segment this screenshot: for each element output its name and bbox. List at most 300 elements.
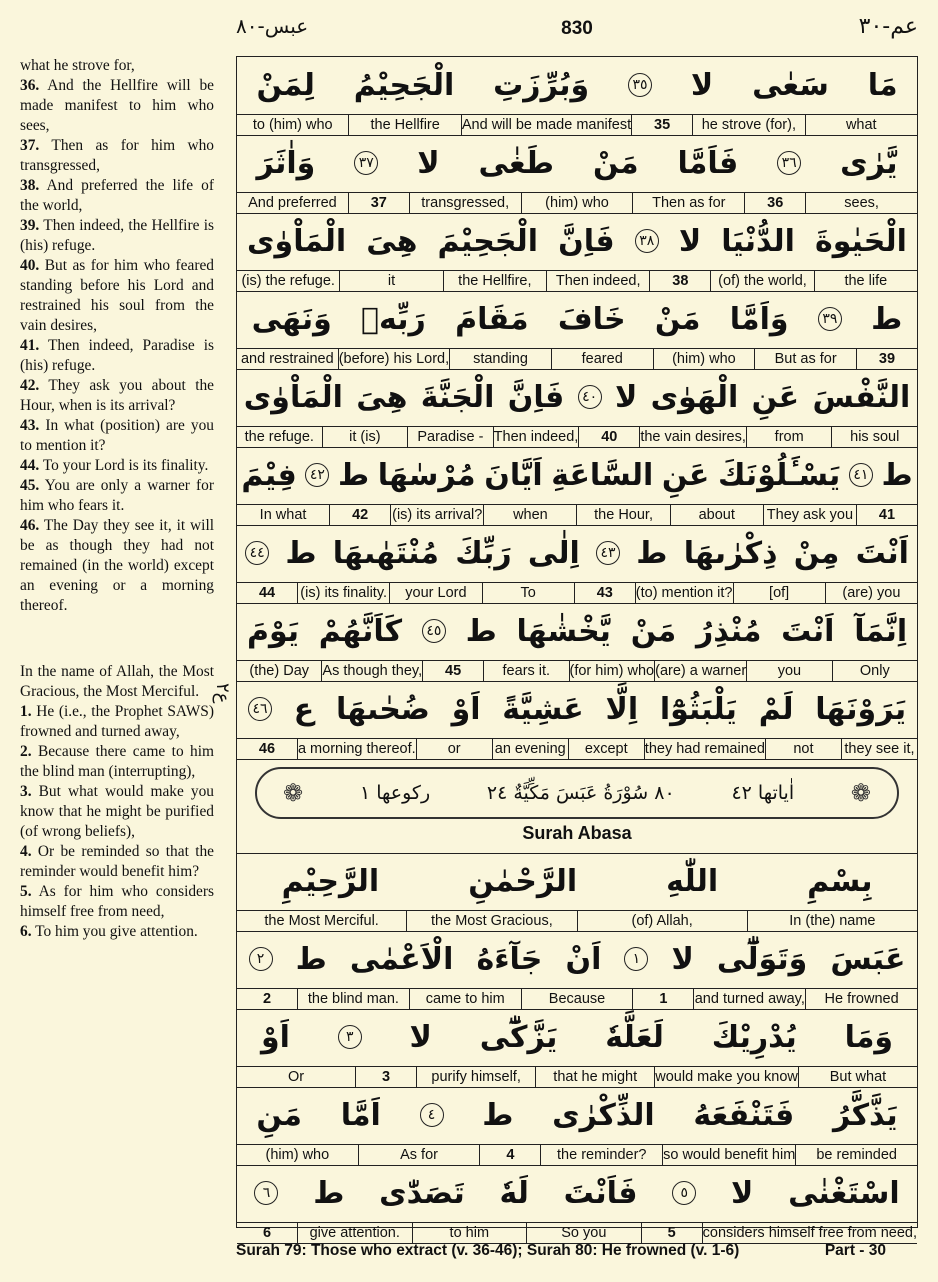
verse-number: 1. [20,703,32,720]
gloss-cell: your Lord [389,583,481,603]
gloss-cell: the life [814,271,917,291]
verse-text: In the name of Allah, the Most Gracious, the Most Merciful. [20,663,214,700]
arabic-word: وَاٰثَرَ [256,145,316,181]
arabic-word: فَاَمَّا [677,145,739,181]
translation-verse [20,136,214,176]
arabic-line [237,213,917,269]
arabic-word: مِنْ [793,535,840,571]
english-gloss-line [237,114,917,135]
arabic-word: مُنْذِرُ [696,613,762,649]
arabic-word: الْحَيٰوةَ [815,223,907,259]
arabic-word: يَزَّكّٰٓى [479,1019,558,1055]
arabic-word: فَاِنَّ [507,379,565,415]
rukuh-mark: ع٢ [212,683,233,704]
ornament-icon: ❁ [283,779,304,807]
verse-text: Because there came to him the blind man (interrupting), [20,743,214,780]
arabic-line [237,447,917,503]
english-gloss-line [237,582,917,603]
gloss-cell: And will be made manifest [461,117,632,133]
english-gloss-line [237,1222,917,1243]
arabic-word: الرَّحْمٰنِ [468,863,578,899]
verse-row [237,57,917,136]
gloss-cell: Then indeed, [493,429,579,445]
gloss-cell: Paradise - [407,427,493,447]
verse-row [237,447,917,526]
translation-verse [20,216,214,256]
gloss-cell: an evening [492,739,568,759]
gloss-cell: But what [798,1067,917,1087]
verse-number-cell: 4 [479,1145,540,1165]
arabic-word: وَتَوَلّٰٓى [716,941,808,977]
gloss-cell: (of) the world, [710,271,813,291]
arabic-word: يُدْرِيْكَ [711,1019,797,1055]
verse-text: As for him who considers himself free from need, [20,883,214,920]
verse-row [237,1009,917,1088]
gloss-cell: fears it. [483,661,568,681]
gloss-cell: the Hellfire, [443,271,546,291]
ayah-marker: ٤١ [849,463,873,487]
arabic-word: لا [690,67,714,103]
arabic-word: الرَّحِيْمِ [281,863,380,899]
translation-verse [20,456,214,476]
verse-number-cell: 36 [744,193,805,213]
gloss-cell: Then indeed, [546,271,649,291]
gloss-cell: the vain desires, [640,429,746,445]
verse-row [237,135,917,214]
gloss-cell: you [746,661,831,681]
gloss-cell: As for [358,1145,480,1165]
gloss-cell: or [416,739,492,759]
gloss-cell: it (is) [322,427,408,447]
gloss-cell: he strove (for), [692,115,804,135]
gloss-cell: In (the) name [747,911,917,931]
arabic-word: اَنْ [565,941,602,977]
gloss-cell: But as for [754,349,856,369]
translation-verse [20,176,214,216]
ayah-marker: ٣٦ [777,151,801,175]
surah-banner [237,759,917,854]
verse-number: 45. [20,477,40,494]
translation-verse [20,256,214,336]
verse-number-cell: 44 [258,585,276,601]
gloss-cell: (are) you [825,583,917,603]
translation-verse [20,336,214,376]
ayah-marker: ٣٥ [628,73,652,97]
english-gloss-line [237,738,917,759]
gloss-cell: He frowned [805,989,917,1009]
translation-verse [20,376,214,416]
verse-number-cell: 42 [329,505,390,525]
arabic-word: الْجَحِيْمَ [437,223,539,259]
arabic-word: يَلْبَثُوْٓا [659,691,737,727]
gloss-cell: (is) its finality. [297,583,389,603]
gloss-cell: the Hellfire [348,115,460,135]
arabic-word: الْمَاْوٰى [243,379,343,415]
gloss-cell: when [483,505,576,525]
arabic-word: هِىَ [356,379,408,415]
part-label: Part - 30 [824,1242,886,1259]
arabic-word: اَنْتَ [855,535,909,571]
arabic-word: جَآءَهُ [476,941,543,977]
arabic-line [237,525,917,581]
arabic-word: ط [871,301,903,337]
surah-title-arabic: ٨٠ سُوْرَةُ عَبَسَ مَكِّيَّةٌ ٢٤ [486,782,675,804]
gloss-cell: not [765,739,841,759]
arabic-word: عَبَسَ [830,941,906,977]
juz-label: عم-٣٠ [858,14,918,39]
gloss-cell: feared [551,349,653,369]
gloss-cell: would make you know [655,1069,798,1085]
arabic-word: اسْتَغْنٰى [788,1175,900,1211]
arabic-word: يَّرٰى [840,145,898,181]
ruku-count: رکوعها ١ [359,782,431,804]
gloss-cell: that he might [535,1067,654,1087]
verse-number-cell: 35 [631,115,692,135]
arabic-word: عَنِ [661,457,710,493]
verse-number: 4. [20,843,32,860]
arabic-line [237,1165,917,1221]
verse-text: The Day they see it, it will be as though they had not remained (in the world) except an evening or a morning thereof. [20,517,214,614]
gloss-cell: Then as for [632,193,744,213]
verse-number: 39. [20,217,40,234]
arabic-word: وَنَهَى [251,301,332,337]
translation-verse [20,56,214,76]
verse-text: what he strove for, [20,57,135,74]
verse-row [237,291,917,370]
ayat-count: اٰياتها ٤٢ [731,782,795,804]
verse-text: To your Lord is its finality. [42,457,209,474]
gloss-cell: his soul [831,427,917,447]
arabic-word: فِيْمَ [241,457,297,493]
verse-text: Then indeed, Paradise is (his) refuge. [20,337,214,374]
ayah-marker: ٤٢ [305,463,329,487]
gloss-cell: (him) who [265,1147,330,1163]
verse-number: 37. [20,137,40,154]
ayah-marker: ١ [624,947,648,971]
gloss-cell: to (him) who [252,117,333,133]
verse-number: 40. [20,257,40,274]
gloss-cell: be reminded [795,1145,917,1165]
gloss-cell: (are) a warner [655,663,747,679]
arabic-word: الْاَعْمٰى [349,941,454,977]
arabic-word: سَعٰى [752,67,829,103]
english-gloss-line [237,348,917,369]
gloss-cell: Because [521,989,633,1009]
verse-text: They ask you about the Hour, when is its arrival? [20,377,214,414]
arabic-word: ط [482,1097,514,1133]
arabic-word: السَّاعَةِ [551,457,654,493]
arabic-word: الْجَنَّةَ [420,379,495,415]
verse-number-cell: 5 [641,1223,702,1243]
arabic-word: مَنْ [592,145,639,181]
verse-number-cell: 39 [856,349,917,369]
gloss-cell: what [805,115,917,135]
gloss-cell: except [568,739,644,759]
english-gloss-line [237,660,917,681]
verse-text: He (i.e., the Prophet SAWS) frowned and turned away, [20,703,214,740]
verse-text: But what would make you know that he might be purified (of wrong beliefs), [20,783,215,840]
arabic-word: النَّفْسَ [812,379,911,415]
ayah-marker: ٤٣ [596,541,620,565]
arabic-word: ط [465,613,497,649]
gloss-cell: (is) the refuge. [241,273,335,289]
arabic-word: ط [295,941,327,977]
translation-verse [20,702,214,742]
surah-label: عبس-٨٠ [236,14,309,38]
translation-column [20,56,214,942]
translation-verse [20,76,214,136]
arabic-line [237,1087,917,1143]
ayah-marker: ٤٠ [578,385,602,409]
gloss-cell: (of) Allah, [577,911,747,931]
arabic-word: مَقَامَ [455,301,529,337]
verse-row [237,525,917,604]
verse-number-cell: 6 [262,1225,272,1241]
surah-name: Surah Abasa [522,823,632,843]
arabic-word: مَنْ [654,301,701,337]
gloss-cell: the reminder? [540,1145,662,1165]
gloss-cell: And preferred [248,195,337,211]
arabic-word: ضُحٰىهَا [335,691,430,727]
verse-row [237,213,917,292]
verse-text: Then as for him who transgressed, [20,137,214,174]
arabic-line [237,681,917,737]
ayah-marker: ٢ [249,947,273,971]
arabic-word: خَافَ [557,301,626,337]
ornament-icon: ❁ [850,779,871,807]
arabic-word: مُنْتَهٰىهَا [332,535,439,571]
verse-number-cell: 37 [348,193,409,213]
arabic-word: لا [614,379,638,415]
ayah-marker: ٣٩ [818,307,842,331]
verse-text: Or be reminded so that the reminder would benefit him? [20,843,214,880]
arabic-word: ط [338,457,370,493]
word-by-word-grid [236,56,918,1241]
gloss-cell: from [746,427,832,447]
ayah-marker: ٦ [254,1181,278,1205]
arabic-word: فَاِنَّ [558,223,615,259]
gloss-cell: As though they, [322,663,423,679]
gloss-cell: (for him) who [569,663,655,679]
arabic-word: لَمْ [758,691,794,727]
arabic-word: عَنِ [751,379,800,415]
verse-number-cell: 46 [258,741,276,757]
arabic-line [237,603,917,659]
verse-number: 43. [20,417,40,434]
arabic-word: مُرْسٰهَا [377,457,476,493]
arabic-word: ط [285,535,317,571]
translation-verse [20,662,214,702]
arabic-word: هِىَ [366,223,418,259]
arabic-word: تَصَدّٰى [379,1175,465,1211]
gloss-cell: considers himself free from need, [702,1225,917,1241]
arabic-word: فَتَنْفَعَهُ [693,1097,795,1133]
arabic-word: اِلَّا [605,691,639,727]
ayah-marker: ٤٦ [248,697,272,721]
arabic-word: رَبِّهٖ [361,301,426,337]
arabic-word: اَيَّانَ [484,457,543,493]
gloss-cell: the Most Gracious, [406,911,576,931]
translation-verse [20,742,214,782]
arabic-word: رَبِّكَ [455,535,512,571]
arabic-word: كَاَنَّهُمْ [318,613,403,649]
verse-text: To him you give attention. [35,923,198,940]
verse-number-cell: 41 [856,505,917,525]
arabic-line [237,1009,917,1065]
gloss-cell: (is) its arrival? [392,507,483,523]
gloss-cell: transgressed, [409,193,521,213]
verse-row [237,681,917,760]
verse-number: 38. [20,177,40,194]
arabic-word: يَذَّكَّرُ [832,1097,898,1133]
verse-number-cell: 43 [574,583,635,603]
gloss-cell: (him) who [653,349,755,369]
arabic-word: وَبُرِّزَتِ [493,67,590,103]
verse-row [237,1165,917,1244]
arabic-word: مَا [867,67,898,103]
arabic-line [237,135,917,191]
verse-number-cell: 40 [578,427,639,447]
arabic-word: ع [293,691,315,727]
verse-row [237,369,917,448]
ayah-marker: ٣ [338,1025,362,1049]
translation-verse [20,516,214,616]
verse-text: You are only a warner for him who fears it. [20,477,214,514]
verse-number: 41. [20,337,40,354]
gloss-cell: and restrained [240,351,334,367]
verse-text: And the Hellfire will be made manifest to him who sees, [20,77,215,134]
surah-banner-frame [255,767,899,819]
gloss-cell: Or [288,1069,305,1085]
gloss-cell: purify himself, [416,1067,535,1087]
arabic-word: الذِّكْرٰى [552,1097,655,1133]
verse-number: 44. [20,457,40,474]
verse-number: 46. [20,517,40,534]
gloss-cell: (to) mention it? [635,585,733,601]
verse-text: Then indeed, the Hellfire is (his) refuge. [20,217,214,254]
arabic-word: مَنْ [630,613,677,649]
gloss-cell: (the) Day [249,663,310,679]
translation-verse [20,842,214,882]
arabic-word: وَمَا [844,1019,894,1055]
arabic-word: يَّخْشٰهَا [516,613,611,649]
translation-verse [20,922,214,942]
page-footer [236,1242,916,1260]
verse-row [237,1087,917,1166]
verse-number-cell: 2 [262,991,272,1007]
page-header [236,14,918,48]
verse-row [237,853,917,932]
arabic-word: الْهَوٰى [650,379,739,415]
arabic-line [237,931,917,987]
gloss-cell: [of] [733,583,825,603]
arabic-word: لا [417,145,440,181]
arabic-word: لا [671,941,694,977]
gloss-cell: about [670,505,763,525]
verse-number: 2. [20,743,32,760]
translation-verse [20,882,214,922]
translation-verse [20,416,214,456]
gloss-cell: came to him [409,989,521,1009]
english-gloss-line [237,1144,917,1165]
arabic-word: ذِكْرٰىهَا [683,535,778,571]
arabic-word: الدُّنْيَا [721,223,795,259]
page-number: 830 [561,18,593,39]
arabic-word: لا [678,223,702,259]
english-gloss-line [237,504,917,525]
english-gloss-line [237,270,917,291]
arabic-line [237,57,917,113]
verse-number-cell: 1 [632,989,693,1009]
arabic-word: الْمَاْوٰى [247,223,347,259]
gloss-cell: give attention. [297,1223,412,1243]
verse-number: 5. [20,883,32,900]
arabic-word: مَنِ [256,1097,302,1133]
arabic-word: بِسْمِ [807,863,873,899]
gloss-cell: the Most Merciful. [264,913,379,929]
arabic-word: اَوْ [260,1019,290,1055]
verse-number-cell: 3 [355,1067,416,1087]
english-gloss-line [237,426,917,447]
ayah-marker: ٣٧ [354,151,378,175]
verse-number-cell: 38 [649,271,710,291]
arabic-word: وَاَمَّا [729,301,789,337]
gloss-cell: So you [526,1223,641,1243]
arabic-word: ط [636,535,668,571]
translation-verse [20,782,214,842]
arabic-word: اِلٰى [527,535,580,571]
arabic-word: طَغٰى [478,145,555,181]
ayah-marker: ٥ [672,1181,696,1205]
arabic-word: لَهٗ [499,1175,529,1211]
arabic-word: فَاَنْتَ [563,1175,638,1211]
verse-number: 6. [20,923,32,940]
arabic-word: لِمَنْ [256,67,315,103]
gloss-cell: to him [412,1223,527,1243]
arabic-word: الْجَحِيْمُ [353,67,455,103]
arabic-word: اَمَّا [340,1097,381,1133]
arabic-word: لَعَلَّهٗ [605,1019,664,1055]
gloss-cell: a morning thereof. [297,741,416,757]
arabic-word: يَرَوْنَهَا [815,691,907,727]
verse-text: And preferred the life of the world, [20,177,214,214]
footer-text: Surah 79: Those who extract (v. 36-46); Surah 80: He frowned (v. 1-6) [236,1242,740,1259]
english-gloss-line [237,910,917,931]
arabic-word: عَشِيَّةً [502,691,584,727]
gloss-cell: the Hour, [576,505,669,525]
ayah-marker: ٤٥ [422,619,446,643]
verse-number: 3. [20,783,32,800]
english-gloss-line [237,192,917,213]
ayah-marker: ٤٤ [245,541,269,565]
gloss-cell: (before) his Lord, [338,351,450,367]
gloss-cell: To [482,583,574,603]
arabic-word: لا [409,1019,432,1055]
arabic-word: ط [881,457,913,493]
arabic-word: اللّٰهِ [666,863,719,899]
gloss-cell: so would benefit him [663,1147,796,1163]
arabic-word: يَسْـَٔلُوْنَكَ [718,457,841,493]
arabic-word: اَنْتَ [781,613,835,649]
translation-verse [20,476,214,516]
verse-row [237,603,917,682]
verse-text: But as for him who feared standing before his Lord and restrained his soul from the vain desires, [20,257,214,334]
verse-number: 42. [20,377,40,394]
arabic-line [237,853,917,909]
arabic-word: يَوْمَ [246,613,300,649]
ayah-marker: ٤ [420,1103,444,1127]
gloss-cell: the blind man. [297,989,409,1009]
